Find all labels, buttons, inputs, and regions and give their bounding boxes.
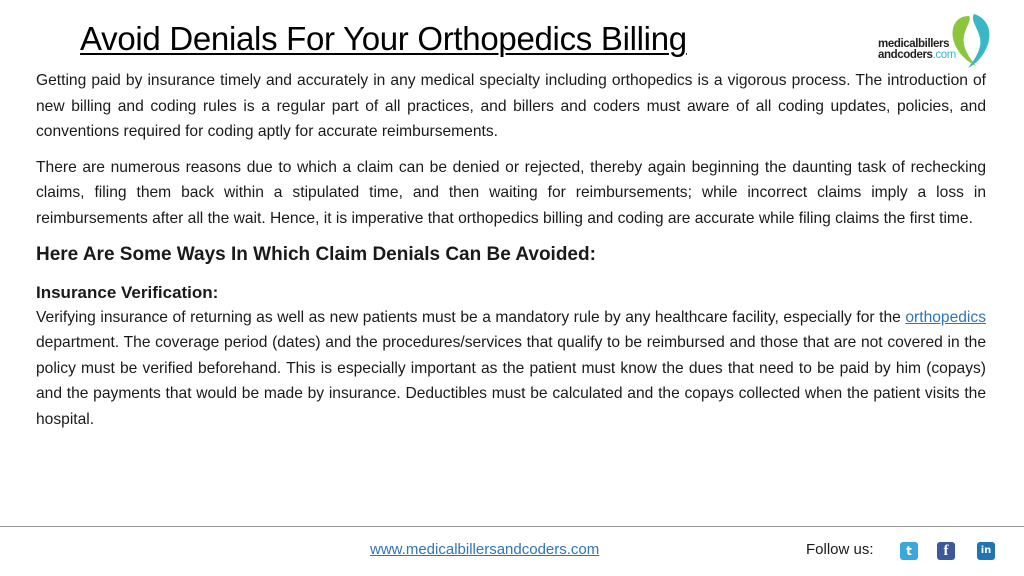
- insurance-text-after: department. The coverage period (dates) and the procedures/services that qualify to be reimbursed and those that are not covered in the policy must be verified beforehand. This is especially important as the patient must know the dues that need to be paid by him (copays) and the payments that would be made by insurance. Deductibles must be calculated and the copays collected when the patient visits the hospital.: [36, 334, 986, 428]
- logo-suffix: .com: [932, 49, 956, 61]
- orthopedics-link[interactable]: orthopedics: [905, 308, 986, 326]
- page-title: Avoid Denials For Your Orthopedics Billing: [80, 20, 687, 57]
- logo-line-2-text: andcoders: [878, 49, 933, 61]
- insurance-text-before: Verifying insurance of returning as well as new patients must be a mandatory rule by any healthcare facility, especially for the: [36, 308, 906, 326]
- website-link[interactable]: www.medicalbillersandcoders.com: [370, 541, 600, 558]
- intro-paragraph-2: There are numerous reasons due to which a claim can be denied or rejected, thereby again beginning the daunting task of rechecking claims, filing them back within a stipulated time, and then waiting for reimbursements; while incorrect claims imply a loss in reimbursements after all the wait. Hence, it is imperative that orthopedics billing and coding are accurate while filing claims the first time.: [36, 158, 986, 227]
- twitter-icon[interactable]: t: [900, 542, 918, 560]
- logo-text: [878, 39, 956, 61]
- main-content: [36, 68, 986, 433]
- insurance-heading: Insurance Verification:: [36, 282, 219, 302]
- section-heading: Here Are Some Ways In Which Claim Denials Can Be Avoided:: [36, 243, 596, 265]
- linkedin-icon[interactable]: in: [977, 542, 995, 560]
- follow-us-label: Follow us:: [806, 541, 874, 558]
- intro-paragraph-1: Getting paid by insurance timely and accurately in any medical specialty including orthopedics is a vigorous process. The introduction of new billing and coding rules is a regular part of all practices, and billers and coders must aware of all coding updates, policies, and conventions required for coding aptly for accurate reimbursements.: [36, 72, 986, 141]
- facebook-icon[interactable]: f: [937, 542, 955, 560]
- company-logo[interactable]: [878, 12, 1018, 70]
- footer-divider: [0, 526, 1024, 527]
- logo-line-1: medicalbillers: [878, 38, 950, 50]
- insurance-paragraph: [36, 305, 986, 433]
- logo-line-2: [878, 50, 956, 61]
